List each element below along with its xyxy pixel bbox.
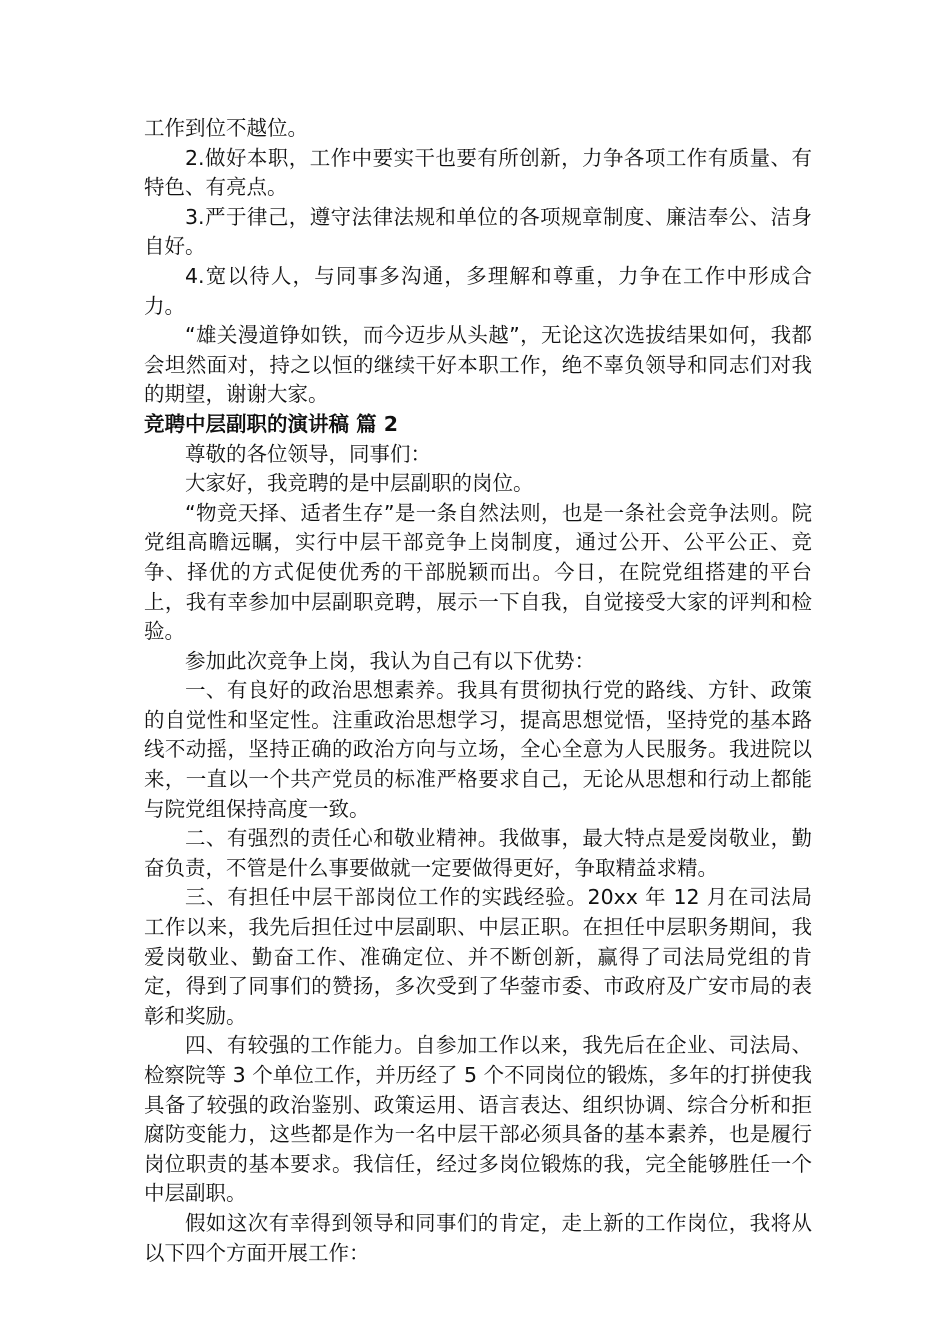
section-heading: 竞聘中层副职的演讲稿 篇 2 bbox=[144, 411, 399, 436]
paragraph: 尊敬的各位领导，同事们： bbox=[185, 441, 431, 466]
paragraph: 一、有良好的政治思想素养。我具有贯彻执行党的路线、方针、政策的自觉性和坚定性。注重政治思想学习，提高思想觉悟，坚持党的基本路线不动摇，坚持正确的政治方向与立场，全心全意为人民服务。我进院以来，一直以一个共产党员的标准严格要求自己，无论从思想和行动上都能与院党组保持高度一致。 bbox=[144, 678, 812, 821]
paragraph: 4.宽以待人，与同事多沟通，多理解和尊重，力争在工作中形成合力。 bbox=[144, 263, 812, 318]
paragraph: 参加此次竞争上岗，我认为自己有以下优势： bbox=[185, 648, 595, 673]
paragraph: “雄关漫道铮如铁，而今迈步从头越”，无论这次选拔结果如何，我都会坦然面对，持之以恒的继续干好本职工作，绝不辜负领导和同志们对我的期望，谢谢大家。 bbox=[144, 323, 812, 407]
paragraph: 3.严于律己，遵守法律法规和单位的各项规章制度、廉洁奉公、洁身自好。 bbox=[144, 204, 812, 259]
paragraph: 大家好，我竞聘的是中层副职的岗位。 bbox=[185, 471, 534, 496]
paragraph: 工作到位不越位。 bbox=[144, 116, 308, 140]
paragraph: 假如这次有幸得到领导和同事们的肯定，走上新的工作岗位，我将从以下四个方面开展工作： bbox=[144, 1210, 812, 1265]
paragraph: 四、有较强的工作能力。自参加工作以来，我先后在企业、司法局、检察院等 3 个单位工作，并历经了 5 个不同岗位的锻炼，多年的打拼使我具备了较强的政治鉴别、政策运用、语言表达、组织协调、综合分析和拒腐防变能力，这些都是作为一名中层干部必须具备的基本素养，也是履行岗位职责的基本要求。我信任，经过多岗位锻炼的我，完全能够胜任一个中层副职。 bbox=[144, 1033, 812, 1206]
paragraph: 二、有强烈的责任心和敬业精神。我做事，最大特点是爱岗敬业，勤奋负责，不管是什么事要做就一定要做得更好，争取精益求精。 bbox=[144, 826, 812, 880]
paragraph: 三、有担任中层干部岗位工作的实践经验。20xx 年 12 月在司法局工作以来，我先后担任过中层副职、中层正职。在担任中层职务期间，我爱岗敬业、勤奋工作、准确定位、并不断创新，赢得了司法局党组的肯定，得到了同事们的赞扬，多次受到了华蓥市委、市政府及广安市局的表彰和奖励。 bbox=[144, 885, 812, 1028]
document-page bbox=[144, 114, 812, 1268]
paragraph: “物竞天择、适者生存”是一条自然法则，也是一条社会竞争法则。院党组高瞻远瞩，实行中层干部竞争上岗制度，通过公开、公平公正、竞争、择优的方式促使优秀的干部脱颖而出。今日，在院党组搭建的平台上，我有幸参加中层副职竞聘，展示一下自我，自觉接受大家的评判和检验。 bbox=[144, 500, 812, 644]
paragraph: 2.做好本职，工作中要实干也要有所创新，力争各项工作有质量、有特色、有亮点。 bbox=[144, 145, 812, 200]
